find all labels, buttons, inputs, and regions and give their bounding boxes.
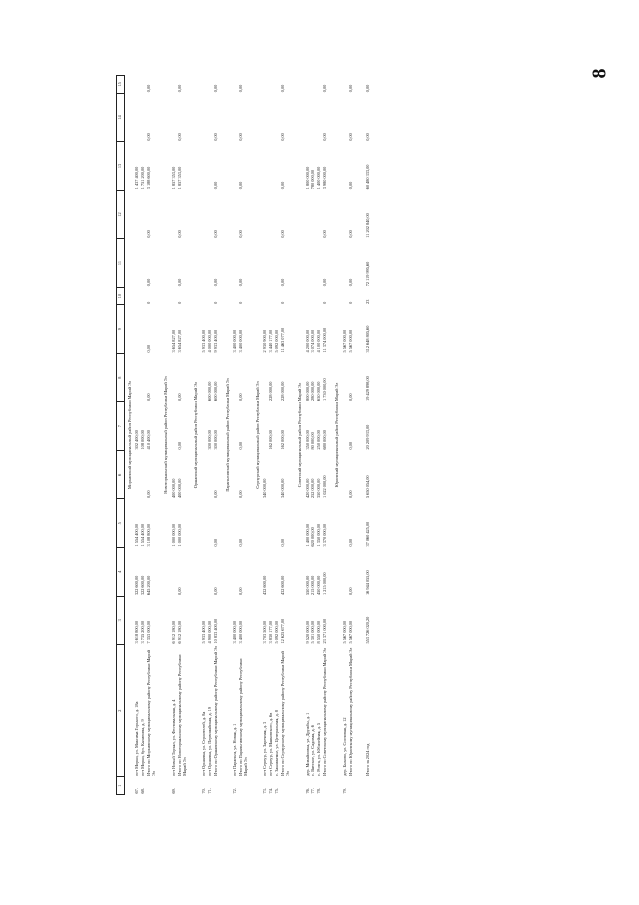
value-cell: 0 [176,301,182,304]
value-cell: 400 000,00 [176,478,182,498]
value-cell: 350 000,00 [304,430,310,450]
row-address: Итого по Сернурскому муниципальному району Республики Марий Эл [280,651,291,776]
value-cell: 4 900 000,00 [206,620,212,644]
section-heading-row [161,76,171,795]
value-cell: 322 600,00 [134,575,140,596]
row-address: пгт Сернур, ул. Маяковского, д. 6в [268,712,274,776]
value-cell: 9 520 000,00 [304,620,310,644]
value-cell: 0,00 [280,181,286,190]
value-cell: 0,00 [347,587,353,596]
value-cell: 11 202 840,00 [364,213,370,238]
value-cell: 0,00 [364,84,370,93]
value-cell: 0,00 [146,393,152,401]
value-cell: 0 [322,301,328,304]
value-cell: 3 654 827,00 [176,329,182,353]
table-header [117,76,125,795]
value-cell: 3 830 177,00 [268,620,274,644]
value-cell: 1 751 200,00 [140,166,146,190]
value-cell: 322 600,00 [140,575,146,596]
value-cell: 0,00 [322,84,328,93]
column-header: 9 [117,305,125,354]
value-cell: 0,00 [364,133,370,141]
row-number [348,777,357,795]
value-cell: 19 429 898,00 [364,376,370,401]
value-cell: 0,00 [238,538,244,547]
value-cell: 0,00 [212,133,218,141]
page-number: 8 [588,68,611,79]
row-address: Итого по Юринскому муниципальному району Республики Марий Эл [347,647,353,776]
value-cell: 1 554 400,00 [140,523,146,547]
value-cell: 23 371 000,00 [322,618,328,644]
value-cell: 72 119 995,60 [364,261,370,287]
column-header: 2 [117,645,125,777]
value-cell: 0,00 [212,84,218,93]
row-number [213,777,222,795]
row-address: с. Вятское, ул. Садовая, д. 6 [310,725,316,776]
column-header: 6 [117,450,125,499]
row-address: пгт Сернур, ул. Заречная, д. 3 [262,721,268,776]
column-header: 7 [117,402,125,451]
value-cell: 228 000,00 [280,381,286,401]
district-heading: Новоторъяльский муниципальный район Республики Марий Эл [163,376,169,494]
row-address: Итого по Параньгинскому муниципальному району Республики Марий Эл [238,658,248,776]
row-number: 75. [274,788,280,794]
value-cell: 0,00 [238,393,244,401]
value-cell: 3 400 000,00 [232,329,238,353]
value-cell: 0,00 [322,278,328,287]
row-number: 73. [262,788,268,794]
value-cell: 0,00 [146,490,152,498]
value-cell: 162 000,00 [280,430,286,450]
value-cell: 0,00 [347,133,353,141]
value-cell: 600 000,00 [212,381,218,401]
row-number: 71. [206,788,212,794]
value-cell: 1 350 000,00 [316,523,322,547]
value-cell: 1 000 000,00 [170,523,176,547]
row-address: дер. Михайловка, ул. Дружбы, д. 1 [304,712,310,776]
value-cell: 252 000,00 [310,478,316,498]
value-cell: 3 400 000,00 [238,329,244,353]
column-header: 15 [117,76,125,94]
section-heading-row [223,76,233,795]
row-number: 72. [232,788,238,794]
value-cell: 450 000,00 [316,575,322,596]
value-cell: 0,00 [280,278,286,287]
row-number [281,777,295,795]
value-cell: 0,00 [238,490,244,498]
district-total-row [281,76,295,795]
value-cell: 1 857 353,00 [176,166,182,190]
row-address: дер. Быково, ул. Сосновая, д. 12 [341,717,347,776]
value-cell: 9 933 400,00 [212,329,218,353]
value-cell: 400 000,00 [170,478,176,498]
value-cell: 2 930 900,00 [262,329,268,353]
value-cell: 1 215 000,00 [322,572,328,596]
value-cell: 0,00 [347,441,353,450]
value-cell: 0,00 [347,278,353,287]
value-cell: 0,00 [212,230,218,238]
value-cell: 0,00 [176,278,182,287]
value-cell: 0,00 [347,181,353,190]
district-total-row [177,76,191,795]
value-cell: 0,00 [280,538,286,547]
value-cell: 1 400 000,00 [316,166,322,190]
district-total-row [239,76,253,795]
value-cell: 5 301 000,00 [310,620,316,644]
value-cell: 1 857 353,00 [170,166,176,190]
row-number: 70. [200,788,206,794]
value-cell: 0 [347,301,353,304]
value-cell: 228 000,00 [268,381,274,401]
value-cell: 20 209 933,00 [364,424,370,450]
value-cell: 650 000,00 [316,381,322,401]
value-cell: 4 200 000,00 [304,329,310,353]
value-cell: 410 400,00 [146,430,152,450]
value-cell: 11 463 077,00 [280,327,286,353]
value-cell: 1 022 000,00 [322,475,328,498]
value-cell: 6 912 180,00 [170,620,176,644]
value-cell: 1 000 000,00 [176,523,182,547]
value-cell: 0,00 [176,230,182,238]
value-cell: 11 374 000,00 [322,327,328,353]
value-cell: 0,00 [238,278,244,287]
value-cell: 0,00 [280,133,286,141]
value-cell: 3 400 000,00 [232,620,238,644]
value-cell: 3 654 827,00 [170,329,176,353]
value-cell: 0 [238,301,244,304]
value-cell: 432 600,00 [262,575,268,596]
row-number: 77. [310,788,316,794]
grand-total-row [358,76,371,795]
value-cell: 5 567 000,00 [347,329,353,353]
value-cell: 5 567 000,00 [341,329,347,353]
value-cell: 553 726 020,20 [364,616,370,644]
district-heading: Советский муниципальный район Республики Марий Эл [297,382,303,488]
value-cell: 280 000,00 [310,381,316,401]
district-total-row [348,76,357,795]
section-heading-row [125,76,135,795]
value-cell: 350 000,00 [316,478,322,498]
value-cell: 3 980 000,00 [322,166,328,190]
value-cell: 432 600,00 [280,575,286,596]
column-header: 4 [117,548,125,597]
column-header: 14 [117,93,125,142]
value-cell: 0,00 [238,230,244,238]
row-number [147,777,161,795]
value-cell: 6 912 180,00 [176,620,182,644]
row-address: пгт Оршанка, ул. Первомайская, д. 19 [206,707,212,776]
value-cell: 0,00 [146,230,152,238]
row-number: 74. [268,788,274,794]
value-cell: 3 735 200,00 [140,620,146,644]
section-heading-row [295,76,305,795]
value-cell: 0,00 [146,344,152,353]
value-cell: 37 060 425,00 [364,521,370,547]
row-address: Итого по Новоторъяльскому муниципальному району Республики Марий Эл [176,654,187,776]
value-cell: 302 400,00 [134,430,140,450]
value-cell: 0,00 [238,133,244,141]
value-cell: 3 370 000,00 [322,523,328,547]
value-cell: 3 108 800,00 [146,523,152,547]
row-number [358,777,371,795]
value-cell: 0,00 [146,84,152,93]
row-number: 76. [304,788,310,794]
value-cell: 0,00 [212,538,218,547]
table-body [125,76,372,795]
value-cell: 60 480 333,00 [364,164,370,190]
value-cell: 7 353 000,00 [146,620,152,644]
row-number [239,777,253,795]
value-cell: 1 730 000,00 [322,378,328,401]
section-heading-row [253,76,263,795]
value-cell: 0,00 [280,230,286,238]
value-cell: 215 000,00 [310,575,316,596]
district-heading: Юринский муниципальный район Республики Марий Эл [334,382,340,488]
value-cell: 0,00 [212,181,218,190]
row-address: пгт Оршанка, ул. Строителей, д. 8а [200,711,206,776]
district-heading: Моркинский муниципальный район Республики Марий Эл [127,380,132,490]
value-cell: 0,00 [176,393,182,401]
section-heading-row [332,76,342,795]
value-cell: 3 703 500,00 [262,620,268,644]
value-cell: 550 000,00 [304,575,310,596]
row-address: пгт Параньга, ул. Новая, д. 1 [232,723,238,776]
value-cell: 5 567 000,00 [341,620,347,644]
column-header: 5 [117,499,125,548]
row-number: 68. [140,788,146,794]
row-number [323,777,332,795]
value-cell: 620 000,00 [310,527,316,547]
row-number: 78. [316,788,322,794]
value-cell: 0,00 [238,181,244,190]
value-cell: 80 000,00 [310,432,316,450]
value-cell: 16 944 055,00 [364,570,370,596]
value-cell: 0,00 [212,278,218,287]
value-cell: 340 000,00 [280,478,286,498]
value-cell: 0,00 [347,490,353,498]
value-cell: 0,00 [347,230,353,238]
value-cell: 162 000,00 [268,430,274,450]
row-address: пгт Морки, бул. Калинина, д. 9 [140,719,146,776]
value-cell: 0,00 [347,393,353,401]
value-cell: 645 200,00 [146,575,152,596]
value-cell: 10 833 400,00 [212,618,218,644]
row-address: Итого за 2024 год [364,743,370,776]
value-cell: 12 625 677,00 [280,618,286,644]
value-cell: 0,00 [146,278,152,287]
value-cell: 600 000,00 [206,381,212,401]
value-cell: 300 000,00 [212,430,218,450]
column-header: 8 [117,353,125,402]
value-cell: 4 000 000,00 [206,329,212,353]
value-cell: 0,00 [176,133,182,141]
value-cell: 0,00 [176,441,182,450]
district-heading: Параньгинский муниципальный район Республики Марий Эл [224,378,230,492]
value-cell: 3 188 600,00 [146,166,152,190]
value-cell: 1 554 400,00 [134,523,140,547]
value-cell: 312 648 805,60 [364,325,370,353]
column-header: 13 [117,142,125,191]
value-cell: 0,00 [322,230,328,238]
rotated-table-sheet [116,75,606,795]
value-cell: 5 567 000,00 [347,620,353,644]
value-cell: 800 000,00 [304,381,310,401]
value-cell: 0,00 [347,538,353,547]
row-number: 69. [170,788,176,794]
value-cell: 5 650 054,00 [364,475,370,498]
column-header: 10 [117,287,125,305]
value-cell: 3 074 000,00 [310,329,316,353]
column-header: 3 [117,596,125,645]
value-cell: 5 933 400,00 [200,620,206,644]
row-address: пгт Морки, ул. Максима Горького, д. 18а [134,701,140,776]
row-address: с. Ронга, ул. Юбилейная, д. 5 [316,722,322,776]
column-header: 1 [117,777,125,795]
row-address: пгт Новый Торъял, ул. Фестивальная, д. 4 [170,699,176,776]
row-address: с. Зашижемье, ул. Центральная, д. 8 [274,710,280,776]
row-number [177,777,191,795]
value-cell: 0 [280,301,286,304]
value-cell: 0,00 [146,133,152,141]
value-cell: 5 092 000,00 [274,329,280,353]
row-address: Итого по Моркинскому муниципальному району Республики Марий Эл [146,650,157,776]
value-cell: 0 [146,301,152,304]
value-cell: 108 000,00 [140,430,146,450]
row-address: Итого по Оршанскому муниципальному району Республики Марий Эл [212,645,218,776]
value-cell: 1 400 000,00 [304,523,310,547]
value-cell: 340 000,00 [262,478,268,498]
value-cell: 23 [364,299,370,304]
value-cell: 0,00 [212,587,218,596]
column-header: 11 [117,239,125,288]
value-cell: 0,00 [322,133,328,141]
value-cell: 1 800 000,00 [304,166,310,190]
district-heading: Оршанский муниципальный район Республики Марий Эл [193,381,199,489]
value-cell: 0,00 [238,587,244,596]
value-cell: 0,00 [280,84,286,93]
value-cell: 8 550 000,00 [316,620,322,644]
value-cell: 680 000,00 [322,430,328,450]
row-number: 67. [134,788,140,794]
value-cell: 3 618 800,00 [134,620,140,644]
budget-table [116,75,371,795]
column-number-row [117,76,125,795]
district-total-row [147,76,161,795]
value-cell: 1 437 400,00 [134,166,140,190]
section-heading-row [191,76,201,795]
value-cell: 300 000,00 [206,430,212,450]
district-total-row [213,76,222,795]
row-number: 79. [341,788,347,794]
value-cell: 3 440 177,00 [268,329,274,353]
column-header: 12 [117,190,125,239]
value-cell: 0,00 [238,84,244,93]
value-cell: 0,00 [176,84,182,93]
district-heading: Сернурский муниципальный район Республики Марий Эл [254,381,260,489]
value-cell: 420 000,00 [304,478,310,498]
value-cell: 4 100 000,00 [316,329,322,353]
value-cell: 0,00 [176,587,182,596]
value-cell: 250 000,00 [316,430,322,450]
value-cell: 0,00 [238,441,244,450]
value-cell: 780 000,00 [310,169,316,190]
district-total-row [323,76,332,795]
value-cell: 0,00 [212,490,218,498]
value-cell: 3 400 000,00 [238,620,244,644]
value-cell: 0 [212,301,218,304]
row-address: Итого по Советскому муниципальному району Республики Марий Эл [322,647,328,776]
value-cell: 0,00 [347,84,353,93]
value-cell: 5 092 000,00 [274,620,280,644]
value-cell: 5 933 400,00 [200,329,206,353]
